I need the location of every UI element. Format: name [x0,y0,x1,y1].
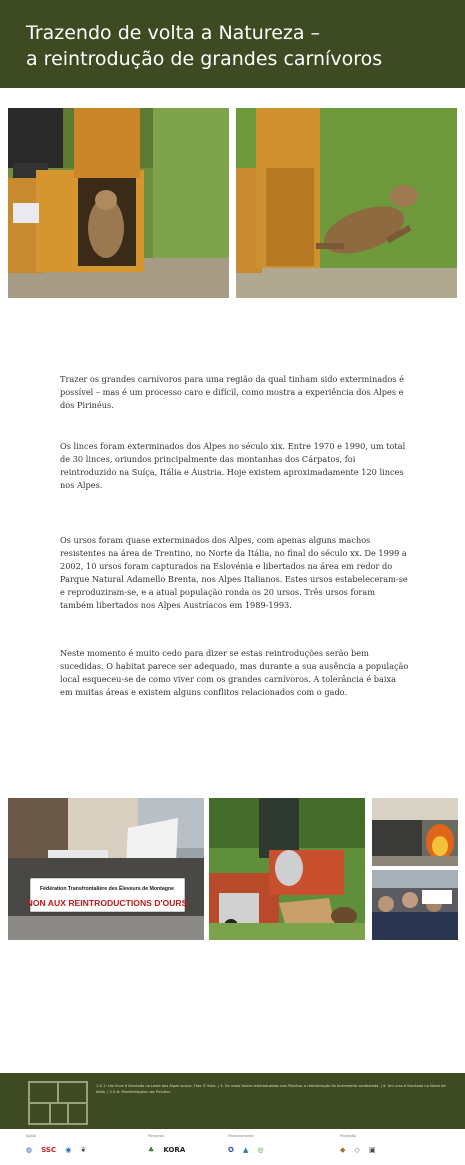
logo-group-partners [148,1134,189,1158]
tree-logo-icon: ♣ [148,1145,155,1154]
ssc-logo: SSC [41,1145,57,1154]
paragraph-conclusion [60,647,410,699]
paragraph-2-text: Os linces foram exterminados dos Alpes no século xix. Entre 1970 e 1990, um total de 30 linces, oriundos principalmente das montanhas dos Cárpatos, foi reintroduzido na Suíça, Itália e Áustria. Hoje existem aproximadamente 120 linces nos Alpes. [60,441,406,490]
paragraph-4-text: Neste momento é muito cedo para dizer se estas reintroduções serão bem sucedidas. O habitat parece ser adequado, mas durante a sua ausência a população local esqueceu-se de como viver com os grandes carnívoros. A tolerância é baixa em muitas áreas e existem alguns conflitos relacionados com o gado. [60,648,409,697]
paragraph-intro [60,373,410,412]
footer-credits-bar [0,1073,465,1129]
protest-banner-line-2: NON AUX REINTRODUCTIONS D'OURS [26,898,188,908]
logo-group-production [340,1134,380,1158]
grid-cell [67,1102,87,1124]
photo-lynx-leaping [236,108,457,298]
photo-protest-banner [8,798,204,940]
paragraph-lynx [60,440,410,492]
bear-logo-icon: ◆ [340,1145,346,1154]
paragraph-3-text: Os ursos foram quase exterminados dos Alpes, com apenas alguns machos resistentes na área de Trentino, no Norte da Itália, no final do século xx. De 1999 a 2002, 10 ursos foram capturados na Eslovénia e libertados na área em redor do Parque Natural Adamello Brenta, nos Alpes Italianos. Estes ursos estabeleceram-se e reproduziram-se, e a atual população ronda os 20 ursos. Três ursos foram também libertados nos Alpes Austríacos em 1989-1993. [60,535,408,610]
sponsor-logos [0,1131,465,1165]
grid-cell [57,1082,87,1104]
logo-group-support [26,1134,90,1158]
photo-position-grid [28,1081,88,1125]
design-logo-icon: ◇ [354,1145,360,1154]
crest-logo-icon: ▣ [368,1145,376,1154]
logo-group-caption: Parceiros [148,1134,164,1138]
grid-cell [29,1082,59,1104]
page-title-line-1: Trazendo de volta a Natureza – [26,22,321,44]
grid-cell [49,1102,69,1124]
paragraph-bears [60,534,410,612]
eu-flag-icon: ✪ [228,1145,234,1154]
protest-banner-line-1: Fédération Transfrontalière des Éleveurs de Montagne [39,886,175,892]
kora-logo: KORA [163,1145,186,1154]
paragraph-1-text: Trazer os grandes carnívoros para uma região da qual tinham sido exterminados é possível – mas é um processo caro e difícil, como mostra a experiência dos Alpes e dos Pirinéus. [60,374,404,410]
circle-logo-icon: ◉ [65,1145,72,1154]
page-title-line-2: a reintrodução de grandes carnívoros [26,48,383,70]
logo-group-caption: Produção [340,1134,357,1138]
grid-cell [29,1102,51,1124]
logo-group-caption: Apoio [26,1134,36,1138]
header-banner [0,0,465,88]
mountain-logo-icon: ▲ [242,1145,249,1154]
round-logo-icon: ◎ [257,1145,264,1154]
logo-group-funding [228,1134,268,1158]
photo-credits: 1 & 2: Um lince é libertado no Leste dos Alpes suíços. Foto © Kora. | 3: Os ursos foram reintroduzidos nos Pirinéus; a reintrodução foi fortemente contestada. | 4: Um urso é libertado no Norte de Itália. | 5 & 6: Manifestações nos Pirinéus. [96,1084,446,1094]
logo-group-caption: Financiamento [228,1134,254,1138]
photo-crowd [372,870,458,940]
photo-lynx-in-crate [8,108,229,298]
globe-logo-icon: ◍ [26,1145,33,1154]
photo-bear-release [209,798,365,940]
leaf-logo-icon: ❦ [80,1145,87,1154]
photo-demonstration-fire [372,798,458,866]
